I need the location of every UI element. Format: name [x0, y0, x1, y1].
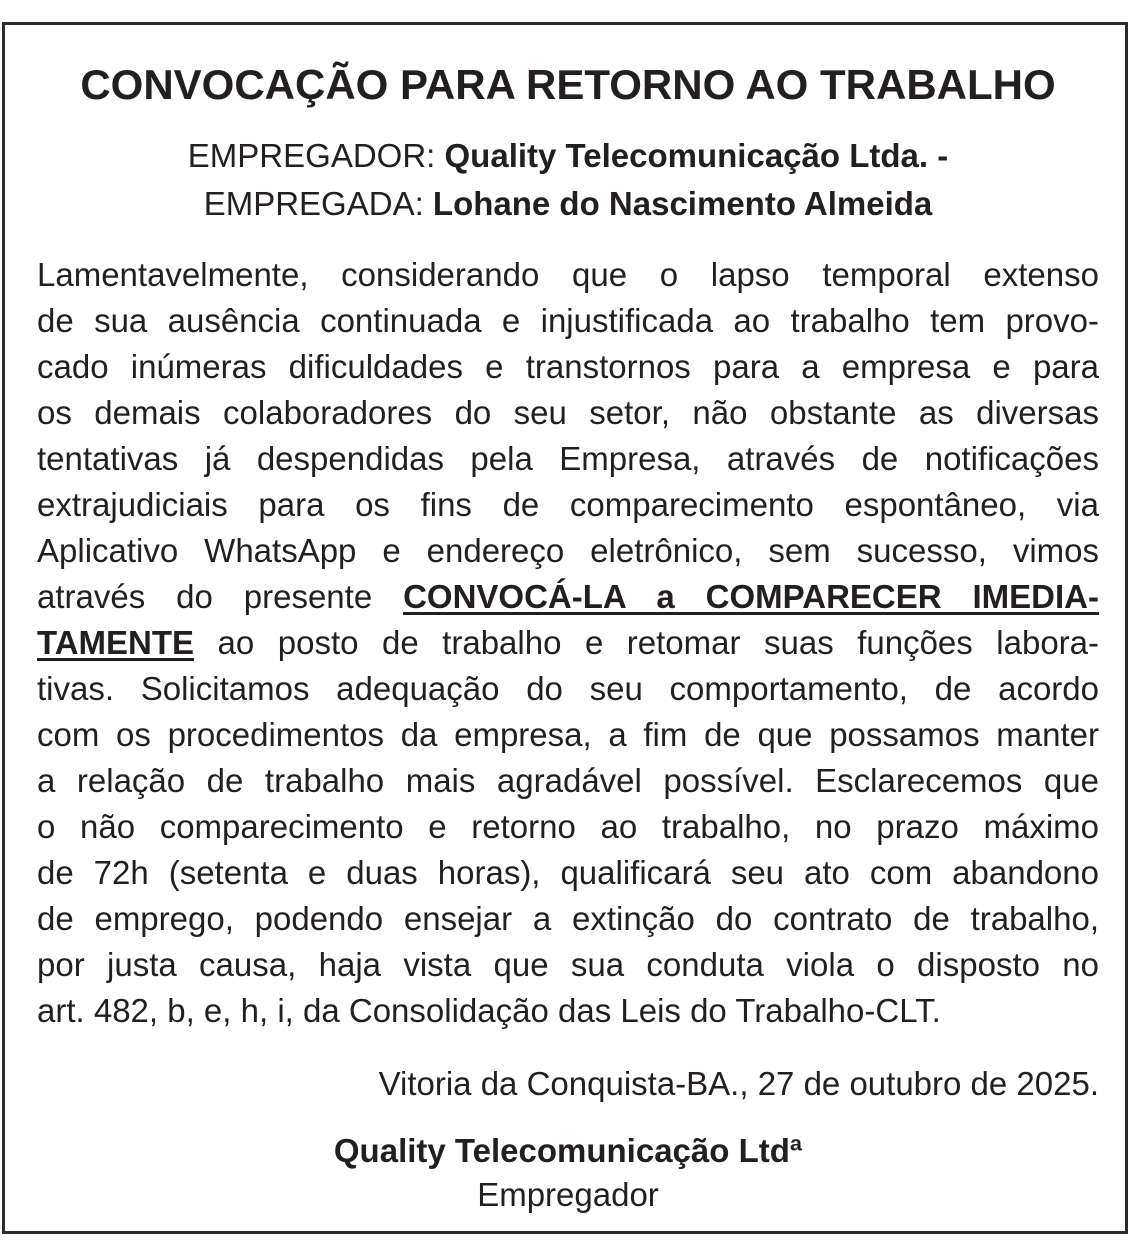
body-line: com os procedimentos da empresa, a fim de que possamos manter [37, 716, 1099, 753]
body-line: cado inúmeras dificuldades e transtornos para a empresa e para [37, 348, 1099, 385]
body-line: de sua ausência continuada e injustificada ao trabalho tem provo- [37, 302, 1099, 339]
parties-block [37, 132, 1099, 228]
notice-content [37, 55, 1099, 1217]
body-line: a relação de trabalho mais agradável possível. Esclarecemos que [37, 762, 1099, 799]
body-line: tivas. Solicitamos adequação do seu comportamento, de acordo [37, 670, 1099, 707]
body-line: os demais colaboradores do seu setor, não obstante as diversas [37, 394, 1099, 431]
convocation-suffix: ao posto de trabalho e retomar suas funções labora- [194, 624, 1099, 661]
body-line: de 72h (setenta e duas horas), qualificará seu ato com abandono [37, 854, 1099, 891]
body-line-convocation-cont [37, 620, 1099, 666]
body-line: de emprego, podendo ensejar a extinção do contrato de trabalho, [37, 900, 1099, 937]
body-line: Aplicativo WhatsApp e endereço eletrônico, sem sucesso, vimos [37, 532, 1099, 569]
body-line: o não comparecimento e retorno ao trabalho, no prazo máximo [37, 808, 1099, 845]
employer-label: EMPREGADOR: [187, 137, 436, 174]
convocation-prefix: através do presente [37, 578, 404, 615]
body-line-convocation [37, 574, 1099, 620]
signature-company: Quality Telecomunicação Ltdª [333, 1132, 803, 1169]
employee-label: EMPREGADA: [203, 185, 424, 222]
employer-name: Quality Telecomunicação Ltda. - [444, 137, 949, 174]
employer-line [37, 132, 1099, 180]
convocation-emphasis: CONVOCÁ-LA a COMPARECER IMEDIA- [403, 578, 1099, 615]
body-line: extrajudiciais para os fins de comparecimento espontâneo, via [37, 486, 1099, 523]
convocation-emphasis-cont: TAMENTE [37, 624, 195, 661]
notice-body [37, 252, 1099, 1034]
notice-title: CONVOCAÇÃO PARA RETORNO AO TRABALHO [80, 61, 1056, 108]
employee-line [37, 180, 1099, 228]
signature-block [37, 1129, 1099, 1217]
signature-role: Empregador [477, 1176, 659, 1213]
body-line: tentativas já despendidas pela Empresa, através de notificações [37, 440, 1099, 477]
body-line: por justa causa, haja vista que sua conduta viola o disposto no [37, 946, 1099, 983]
date-line: Vitoria da Conquista-BA., 27 de outubro de 2025. [378, 1065, 1099, 1102]
body-line: art. 482, b, e, h, i, da Consolidação das Leis do Trabalho-CLT. [37, 992, 941, 1029]
employee-name: Lohane do Nascimento Almeida [432, 185, 933, 222]
body-line: Lamentavelmente, considerando que o lapso temporal extenso [37, 256, 1099, 293]
